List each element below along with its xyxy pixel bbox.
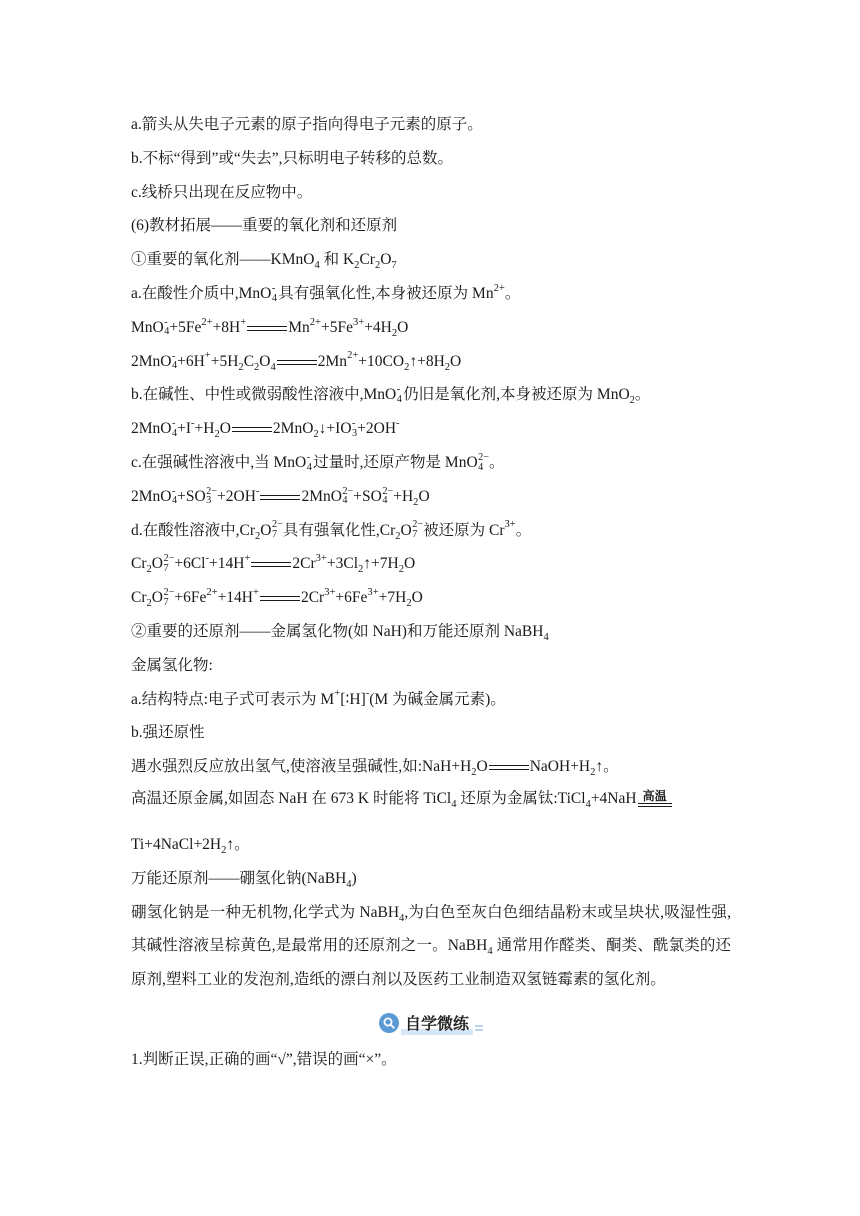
exercise-prompt: 1.判断正误,正确的画“√”,错误的画“×”。 — [131, 1050, 397, 1068]
equation: $Ti+4NaCl+2H_2↑$。 — [131, 835, 250, 857]
equation: MnO - 4 $+5Fe^{2+}+8H^+$ $Mn^{2+}+5Fe^{3+}+4H_2O$ — [131, 316, 409, 339]
banner-decoration — [475, 1024, 483, 1032]
text-line: a.结构特点:电子式可表示为 M+[∶H]-(M 为碱金属元素)。 — [131, 688, 506, 708]
text-line: 金属氢化物: — [131, 656, 213, 674]
text-line: a.箭头从失电子元素的原子指向得电子元素的原子。 — [131, 116, 483, 133]
text-line: d.在酸性溶液中$,Cr_2O$ 2− 7 具有强氧化性$,Cr_2O$ 2− 7 被还原为 $Cr^{3+}$。 — [131, 519, 532, 542]
section-heading: (6)教材拓展——重要的氧化剂和还原剂 — [131, 217, 398, 235]
equation: 2MnO - 4 $+6H^++5H_2C_2O_4$ $2Mn^{2+}+10CO_2↑+8H_2O$ — [131, 350, 462, 373]
text-line: 万能还原剂——硼氢化钠(NaBH$_4$) — [131, 869, 357, 890]
text-line: b.在碱性、中性或微弱酸性溶液中,MnO - 4 仍旧是氧化剂,本身被还原为 MnO$_2$。 — [131, 384, 651, 407]
equation: 2MnO - 4 +SO 2− 3 +2OH- 2MnO 2− 4 +SO 2− 4 $+H_2O$ — [131, 485, 430, 508]
text-line: b.强还原性 — [131, 724, 205, 742]
paragraph: 硼氢化钠是一种无机物,化学式为 NaBH$_4$,为白色至灰白色细结晶粉末或呈块状,吸湿性强,其碱性溶液呈棕黄色,是最常用的还原剂之一。NaBH$_4$ 通常用作醛类、酮类、酰氯类的还原剂,塑料工业的发泡剂,造纸的漂白剂以及医药工业制造双氢链霉素的氢化剂。 — [131, 903, 731, 989]
text-line: 遇水强烈反应放出氢气,使溶液呈强碱性,如$:NaH+H_2O$ $NaOH+H_2↑$。 — [131, 758, 619, 779]
reaction-condition: 高温 — [638, 789, 672, 807]
text-line: c.在强碱性溶液中,当 MnO - 4 过量时,还原产物是 MnO 2− 4 。 — [131, 451, 505, 473]
text-line: c.线桥只出现在反应物中。 — [131, 183, 313, 201]
text-line: a.在酸性介质中,MnO - 4 具有强氧化性,本身被还原为 $Mn^{2+}$。 — [131, 282, 521, 304]
equation: $Cr_2O$ 2− 7 $+6Fe^{2+}+14H^+$ $2Cr^{3+}+6Fe^{3+}+7H_2O$ — [131, 586, 423, 610]
text-line: ②重要的还原剂——金属氢化物(如 NaH)和万能还原剂 NaBH$_4$ — [131, 622, 549, 644]
section-banner — [131, 1003, 731, 1043]
document-page — [131, 108, 731, 1077]
equation: $Cr_2O$ 2− 7 +6Cl-+14H+ $2Cr^{3+}+3Cl_2↑+7H_2O$ — [131, 553, 416, 576]
magnifier-icon — [379, 1013, 399, 1033]
text-line: b.不标“得到”或“失去”,只标明电子转移的总数。 — [131, 149, 454, 167]
text-line: ①重要的氧化剂——KMnO$_4$ 和 $K_2Cr_2O_7$ — [131, 251, 397, 272]
text-line: 高温还原金属,如固态 NaH 在 673 K 时能将 TiCl$_4$ 还原为金属钛:TiCl$_4$+4NaH 高温 — [131, 784, 731, 828]
equation: 2MnO - 4 $+I^-+H_2O$ 2MnO$_2$↓+IO - 3 +2OH- — [131, 417, 400, 441]
banner-title: 自学微练 — [405, 1011, 469, 1034]
